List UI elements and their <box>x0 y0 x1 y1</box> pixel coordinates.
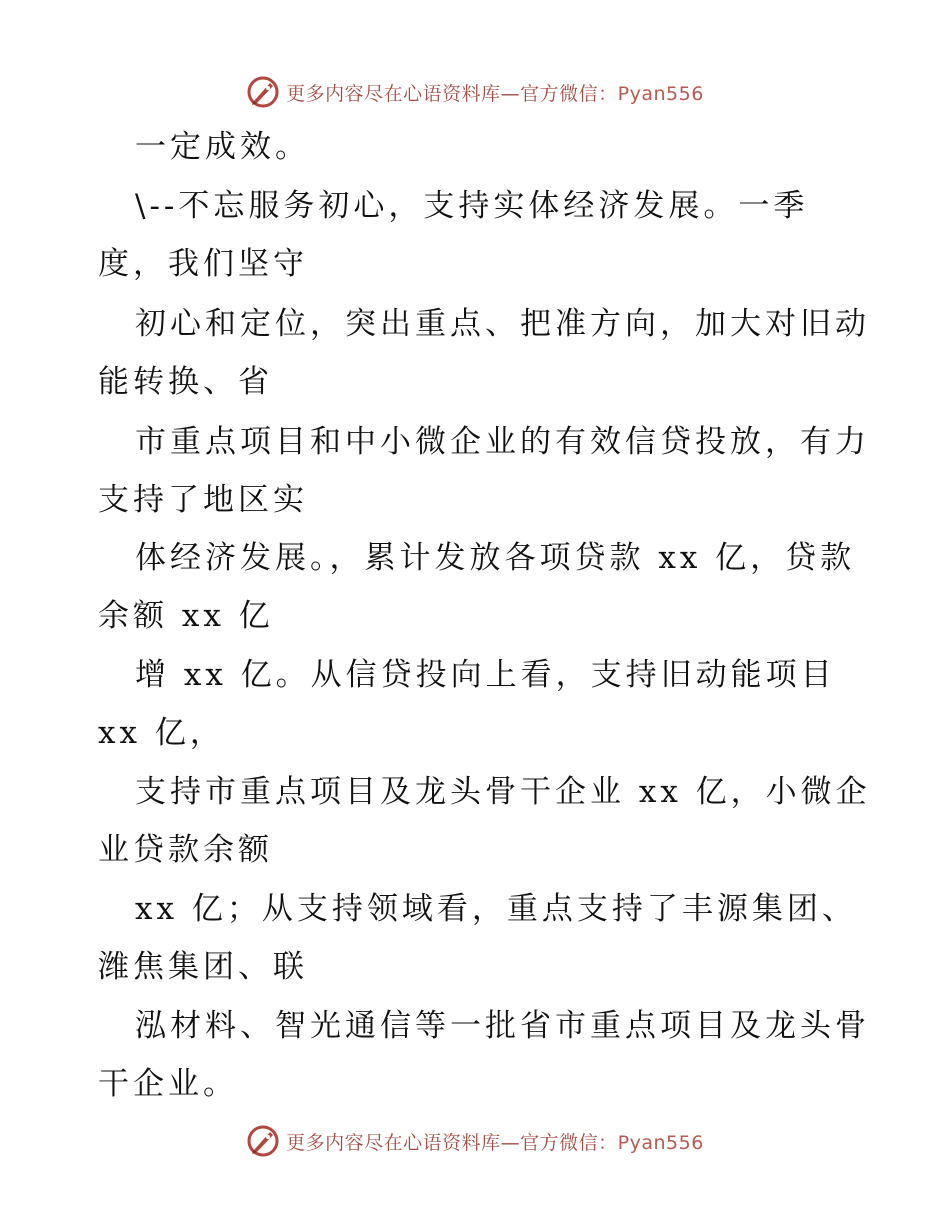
text-line: 泓材料、智光通信等一批省市重点项目及龙头骨 <box>135 1008 870 1044</box>
text-line: 市重点项目和中小微企业的有效信贷投放，有力 <box>135 424 870 460</box>
text-line: 增 xx 亿。从信贷投向上看，支持旧动能项目 <box>135 657 836 693</box>
text-line: 潍焦集团、联 <box>98 949 308 985</box>
text-line: 度，我们坚守 <box>98 246 308 282</box>
quill-logo-icon <box>246 75 280 109</box>
header-watermark <box>0 72 950 112</box>
text-line: 初心和定位，突出重点、把准方向，加大对旧动 <box>135 306 870 342</box>
watermark-handle: Pyan556 <box>617 82 704 105</box>
watermark-text <box>286 79 704 106</box>
text-line: 业贷款余额 <box>98 832 273 868</box>
text-line: 支持了地区实 <box>98 482 308 518</box>
text-line: 支持市重点项目及龙头骨干企业 xx 亿，小微企 <box>135 774 871 810</box>
text-line: \--不忘服务初心，支持实体经济发展。一季 <box>135 188 809 224</box>
quill-logo-icon <box>246 1124 280 1158</box>
text-line: 体经济发展。，累计发放各项贷款 xx 亿，贷款 <box>135 540 856 576</box>
text-line: 一定成效。 <box>135 129 310 165</box>
text-line: 干企业。 <box>98 1066 238 1102</box>
text-line: 余额 xx 亿 <box>98 598 274 634</box>
watermark-text <box>286 1128 704 1155</box>
watermark-label: 更多内容尽在心语资料库—官方微信： <box>286 82 618 105</box>
footer-watermark <box>0 1121 950 1161</box>
watermark-label: 更多内容尽在心语资料库—官方微信： <box>286 1131 618 1154</box>
text-line: 能转换、省 <box>98 364 273 400</box>
text-line: xx 亿， <box>98 715 225 751</box>
watermark-handle: Pyan556 <box>617 1131 704 1154</box>
text-line: xx 亿；从支持领域看，重点支持了丰源集团、 <box>135 891 857 927</box>
